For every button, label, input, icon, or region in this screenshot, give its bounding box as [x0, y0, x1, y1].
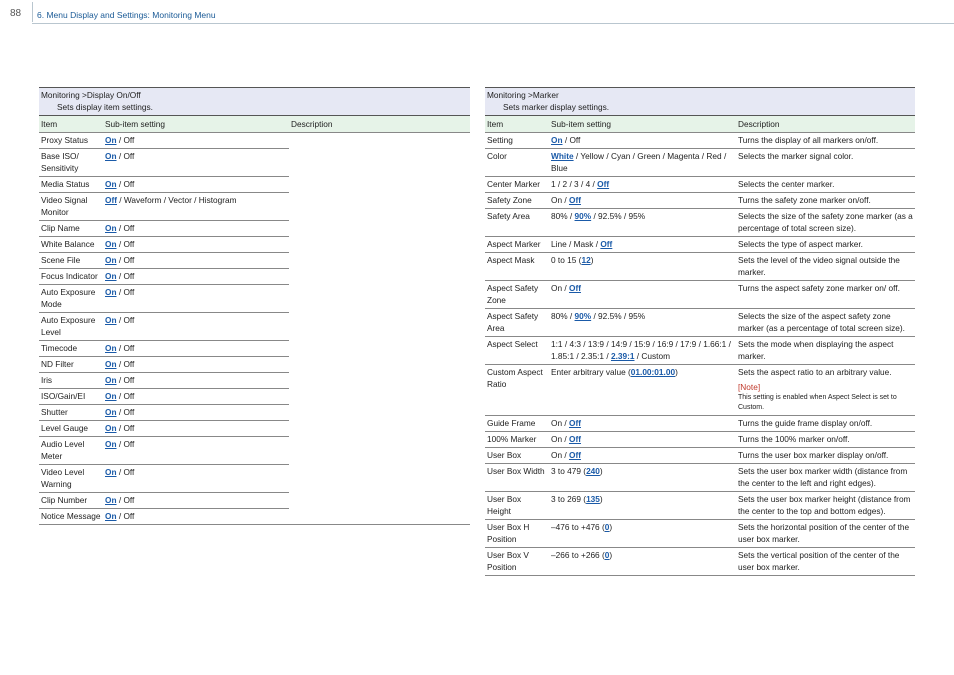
table-row: [39, 285, 470, 313]
sub-item-setting-cell: [549, 464, 736, 492]
default-value: On: [105, 391, 117, 401]
table-row: [485, 193, 915, 209]
item-cell: Aspect Select: [485, 337, 549, 365]
description-cell: [736, 416, 915, 432]
default-value: On: [105, 239, 117, 249]
item-cell: Aspect Safety Zone: [485, 281, 549, 309]
table-row: [485, 432, 915, 448]
column-header-item: Item: [485, 116, 549, 133]
default-value: Off: [105, 195, 117, 205]
description-cell: [289, 357, 470, 373]
setting-suffix: / Off: [116, 511, 135, 521]
sub-item-setting-cell: [103, 357, 289, 373]
default-value: On: [105, 287, 117, 297]
table-row: [485, 365, 915, 416]
description-cell: [736, 365, 915, 416]
item-cell: User Box H Position: [485, 520, 549, 548]
description-text: Turns the display of all markers on/off.: [738, 135, 879, 145]
setting-suffix: / Off: [116, 359, 135, 369]
description-text: Sets the mode when displaying the aspect marker.: [738, 339, 894, 361]
description-text: Sets the level of the video signal outside the marker.: [738, 255, 900, 277]
display-on-off-table: [39, 87, 470, 525]
table-row: [39, 133, 470, 149]
description-text: Selects the marker signal color.: [738, 151, 854, 161]
sub-item-setting-cell: [103, 253, 289, 269]
item-cell: Guide Frame: [485, 416, 549, 432]
description-text: Selects the size of the aspect safety zone marker (as a percentage of total screen size).: [738, 311, 905, 333]
item-cell: Scene File: [39, 253, 103, 269]
sub-item-setting-cell: [103, 285, 289, 313]
default-value: Off: [597, 179, 610, 189]
table-row: [39, 313, 470, 341]
setting-suffix: / Off: [116, 255, 135, 265]
default-value: On: [105, 375, 117, 385]
item-cell: White Balance: [39, 237, 103, 253]
description-text: Turns the user box marker display on/off.: [738, 450, 889, 460]
setting-suffix: / Off: [116, 423, 135, 433]
setting-suffix: ): [609, 522, 613, 532]
item-cell: Color: [485, 149, 549, 177]
table-row: [485, 464, 915, 492]
item-cell: Proxy Status: [39, 133, 103, 149]
sub-item-setting-cell: [549, 432, 736, 448]
default-value: On: [105, 423, 117, 433]
default-value: On: [105, 255, 117, 265]
setting-prefix: 1:1 / 4:3 / 13:9 / 14:9 / 15:9 / 16:9 / 17:9 / 1.66:1 / 1.85:1 / 2.35:1 /: [551, 339, 731, 361]
description-text: Sets the aspect ratio to an arbitrary value.: [738, 367, 892, 377]
column-header-sub-item: Sub-item setting: [103, 116, 289, 133]
item-cell: Aspect Safety Area: [485, 309, 549, 337]
item-cell: Auto Exposure Level: [39, 313, 103, 341]
sub-item-setting-cell: [103, 177, 289, 193]
table-row: [485, 448, 915, 464]
description-cell: [289, 285, 470, 313]
item-cell: Auto Exposure Mode: [39, 285, 103, 313]
item-cell: ISO/Gain/EI: [39, 389, 103, 405]
setting-suffix: / 92.5% / 95%: [591, 211, 646, 221]
item-cell: Notice Message: [39, 509, 103, 525]
table-row: [485, 309, 915, 337]
table-title: Monitoring >Display On/Off: [41, 90, 141, 100]
sub-item-setting-cell: [103, 493, 289, 509]
default-value: On: [105, 439, 117, 449]
setting-suffix: ): [590, 255, 594, 265]
description-cell: [736, 193, 915, 209]
description-cell: [736, 464, 915, 492]
sub-item-setting-cell: [549, 177, 736, 193]
setting-prefix: On /: [551, 418, 569, 428]
description-text: Sets the user box marker width (distance from the center to the left and right edges).: [738, 466, 908, 488]
setting-suffix: ): [599, 466, 603, 476]
table-row: [39, 177, 470, 193]
table-subtitle: Sets display item settings.: [57, 102, 153, 112]
item-cell: User Box Width: [485, 464, 549, 492]
default-value: 0: [604, 522, 610, 532]
sub-item-setting-cell: [103, 421, 289, 437]
default-value: 90%: [574, 311, 592, 321]
sub-item-setting-cell: [103, 373, 289, 389]
setting-prefix: –476 to +476 (: [551, 522, 605, 532]
sub-item-setting-cell: [103, 509, 289, 525]
item-cell: Safety Area: [485, 209, 549, 237]
item-cell: ND Filter: [39, 357, 103, 373]
column-header-sub-item: Sub-item setting: [549, 116, 736, 133]
description-text: Sets the user box marker height (distance from the center to the top and bottom edges).: [738, 494, 911, 516]
table-row: [39, 405, 470, 421]
description-cell: [289, 237, 470, 253]
table-title: Monitoring >Marker: [487, 90, 559, 100]
description-text: Sets the horizontal position of the center of the user box marker.: [738, 522, 910, 544]
setting-suffix: / Off: [116, 239, 135, 249]
item-cell: Level Gauge: [39, 421, 103, 437]
table-title-bar: [485, 88, 915, 116]
table-row: [39, 389, 470, 405]
column-header-item: Item: [39, 116, 103, 133]
description-text: Turns the 100% marker on/off.: [738, 434, 850, 444]
item-cell: Aspect Mask: [485, 253, 549, 281]
default-value: White: [551, 151, 574, 161]
table-row: [39, 341, 470, 357]
description-cell: [736, 337, 915, 365]
description-cell: [736, 281, 915, 309]
item-cell: Focus Indicator: [39, 269, 103, 285]
description-text: Turns the aspect safety zone marker on/ off.: [738, 283, 900, 293]
description-text: Turns the safety zone marker on/off.: [738, 195, 871, 205]
setting-prefix: 1 / 2 / 3 / 4 /: [551, 179, 598, 189]
sub-item-setting-cell: [549, 520, 736, 548]
setting-prefix: 3 to 269 (: [551, 494, 587, 504]
setting-prefix: Enter arbitrary value (: [551, 367, 631, 377]
default-value: Off: [600, 239, 613, 249]
sub-item-setting-cell: [549, 281, 736, 309]
default-value: On: [105, 407, 117, 417]
item-cell: Base ISO/ Sensitivity: [39, 149, 103, 177]
default-value: On: [105, 467, 117, 477]
description-cell: [289, 465, 470, 493]
sub-item-setting-cell: [103, 465, 289, 493]
setting-suffix: ): [599, 494, 603, 504]
description-cell: [289, 421, 470, 437]
default-value: On: [105, 223, 117, 233]
item-cell: Video Signal Monitor: [39, 193, 103, 221]
setting-prefix: 80% /: [551, 311, 575, 321]
table-row: [485, 177, 915, 193]
sub-item-setting-cell: [103, 193, 289, 221]
setting-suffix: ): [675, 367, 678, 377]
table-row: [485, 492, 915, 520]
default-value: On: [105, 359, 117, 369]
note-text: This setting is enabled when Aspect Select is set to Custom.: [738, 394, 897, 411]
default-value: 90%: [574, 211, 592, 221]
sub-item-setting-cell: [549, 448, 736, 464]
item-cell: Audio Level Meter: [39, 437, 103, 465]
default-value: On: [105, 271, 117, 281]
description-text: Selects the center marker.: [738, 179, 835, 189]
setting-prefix: 80% /: [551, 211, 575, 221]
sub-item-setting-cell: [549, 548, 736, 576]
description-cell: [736, 309, 915, 337]
description-cell: [289, 253, 470, 269]
description-cell: [736, 149, 915, 177]
description-cell: [736, 209, 915, 237]
description-cell: [289, 221, 470, 237]
setting-prefix: Line / Mask /: [551, 239, 601, 249]
table-row: [485, 520, 915, 548]
marker-table: [485, 87, 915, 576]
table-row: [39, 437, 470, 465]
sub-item-setting-cell: [549, 209, 736, 237]
description-text: Selects the size of the safety zone marker (as a percentage of total screen size).: [738, 211, 913, 233]
column-header-description: Description: [289, 116, 470, 133]
sub-item-setting-cell: [549, 253, 736, 281]
item-cell: Aspect Marker: [485, 237, 549, 253]
sub-item-setting-cell: [549, 416, 736, 432]
column-header-description: Description: [736, 116, 915, 133]
description-cell: [289, 389, 470, 405]
default-value: Off: [568, 283, 581, 293]
sub-item-setting-cell: [103, 237, 289, 253]
table-row: [39, 465, 470, 493]
setting-suffix: / Off: [116, 151, 135, 161]
sub-item-setting-cell: [549, 309, 736, 337]
setting-prefix: On /: [551, 450, 569, 460]
item-cell: Custom Aspect Ratio: [485, 365, 549, 416]
default-value: Off: [568, 450, 581, 460]
item-cell: User Box: [485, 448, 549, 464]
setting-prefix: On /: [551, 434, 569, 444]
setting-prefix: On /: [551, 195, 569, 205]
table-row: [39, 221, 470, 237]
note-label: [Note]: [738, 382, 761, 392]
table-row: [485, 133, 915, 149]
setting-suffix: / Off: [116, 495, 135, 505]
setting-suffix: / Custom: [634, 351, 671, 361]
default-value: On: [105, 151, 117, 161]
table-row: [485, 337, 915, 365]
description-text: Turns the guide frame display on/off.: [738, 418, 873, 428]
table-row: [485, 149, 915, 177]
table-row: [39, 493, 470, 509]
item-cell: Safety Zone: [485, 193, 549, 209]
description-cell: [736, 548, 915, 576]
item-cell: 100% Marker: [485, 432, 549, 448]
item-cell: Media Status: [39, 177, 103, 193]
description-cell: [289, 177, 470, 193]
item-cell: Video Level Warning: [39, 465, 103, 493]
setting-suffix: / Off: [116, 407, 135, 417]
setting-prefix: 0 to 15 (: [551, 255, 582, 265]
sub-item-setting-cell: [103, 269, 289, 285]
description-cell: [736, 253, 915, 281]
sub-item-setting-cell: [103, 405, 289, 421]
sub-item-setting-cell: [549, 133, 736, 149]
description-cell: [289, 405, 470, 421]
sub-item-setting-cell: [103, 341, 289, 357]
item-cell: Clip Name: [39, 221, 103, 237]
table-row: [485, 281, 915, 309]
default-value: On: [105, 343, 117, 353]
setting-suffix: / Off: [116, 343, 135, 353]
default-value: Off: [568, 434, 581, 444]
sub-item-setting-cell: [103, 133, 289, 149]
description-cell: [736, 520, 915, 548]
default-value: On: [105, 315, 117, 325]
header-divider: [32, 2, 33, 22]
item-cell: Setting: [485, 133, 549, 149]
default-value: On: [105, 135, 117, 145]
table-row: [39, 421, 470, 437]
setting-suffix: / Off: [116, 223, 135, 233]
description-cell: [289, 341, 470, 357]
setting-suffix: / Waveform / Vector / Histogram: [116, 195, 237, 205]
table-row: [39, 357, 470, 373]
description-cell: [289, 193, 470, 221]
table-subtitle: Sets marker display settings.: [503, 102, 610, 112]
item-cell: User Box Height: [485, 492, 549, 520]
setting-prefix: –266 to +266 (: [551, 550, 605, 560]
setting-suffix: / Yellow / Cyan / Green / Magenta / Red / Blue: [551, 151, 727, 173]
description-cell: [736, 432, 915, 448]
table-row: [485, 416, 915, 432]
sub-item-setting-cell: [103, 389, 289, 405]
item-cell: Iris: [39, 373, 103, 389]
sub-item-setting-cell: [549, 149, 736, 177]
item-cell: Timecode: [39, 341, 103, 357]
default-value: 0: [604, 550, 610, 560]
description-cell: [289, 509, 470, 525]
table-row: [485, 209, 915, 237]
default-value: Off: [568, 418, 581, 428]
table-row: [39, 237, 470, 253]
table-row: [39, 193, 470, 221]
setting-suffix: / 92.5% / 95%: [591, 311, 646, 321]
default-value: 2.39:1: [610, 351, 635, 361]
setting-suffix: / Off: [116, 439, 135, 449]
setting-suffix: / Off: [562, 135, 581, 145]
description-text: Selects the type of aspect marker.: [738, 239, 863, 249]
description-cell: [289, 493, 470, 509]
description-text: Sets the vertical position of the center of the user box marker.: [738, 550, 900, 572]
description-cell: [736, 133, 915, 149]
sub-item-setting-cell: [549, 337, 736, 365]
default-value: On: [551, 135, 563, 145]
setting-suffix: / Off: [116, 287, 135, 297]
setting-suffix: ): [609, 550, 613, 560]
setting-suffix: / Off: [116, 391, 135, 401]
description-cell: [289, 149, 470, 177]
table-row: [39, 149, 470, 177]
setting-suffix: / Off: [116, 315, 135, 325]
sub-item-setting-cell: [549, 365, 736, 416]
description-cell: [736, 177, 915, 193]
default-value: 01.00:01.00: [630, 367, 676, 377]
description-cell: [289, 313, 470, 341]
sub-item-setting-cell: [549, 237, 736, 253]
default-value: 12: [581, 255, 591, 265]
setting-prefix: On /: [551, 283, 569, 293]
sub-item-setting-cell: [103, 313, 289, 341]
default-value: On: [105, 511, 117, 521]
default-value: 135: [586, 494, 600, 504]
item-cell: User Box V Position: [485, 548, 549, 576]
sub-item-setting-cell: [103, 437, 289, 465]
description-cell: [289, 373, 470, 389]
description-cell: [736, 492, 915, 520]
sub-item-setting-cell: [549, 492, 736, 520]
default-value: On: [105, 495, 117, 505]
table-row: [485, 237, 915, 253]
default-value: Off: [568, 195, 581, 205]
table-row: [39, 253, 470, 269]
setting-suffix: / Off: [116, 467, 135, 477]
sub-item-setting-cell: [549, 193, 736, 209]
page-number: 88: [10, 8, 22, 19]
description-cell: [289, 437, 470, 465]
chapter-title: 6. Menu Display and Settings: Monitoring Menu: [37, 10, 216, 20]
item-cell: Center Marker: [485, 177, 549, 193]
item-cell: Clip Number: [39, 493, 103, 509]
table-title-bar: [39, 88, 470, 116]
table-row: [485, 253, 915, 281]
table-row: [485, 548, 915, 576]
table-row: [39, 269, 470, 285]
description-cell: [736, 448, 915, 464]
default-value: On: [105, 179, 117, 189]
item-cell: Shutter: [39, 405, 103, 421]
setting-suffix: / Off: [116, 179, 135, 189]
default-value: 240: [586, 466, 600, 476]
setting-suffix: / Off: [116, 271, 135, 281]
table-row: [39, 373, 470, 389]
description-cell: [289, 269, 470, 285]
setting-suffix: / Off: [116, 135, 135, 145]
setting-prefix: 3 to 479 (: [551, 466, 587, 476]
table-row: [39, 509, 470, 525]
setting-suffix: / Off: [116, 375, 135, 385]
description-cell: [289, 133, 470, 149]
sub-item-setting-cell: [103, 221, 289, 237]
sub-item-setting-cell: [103, 149, 289, 177]
description-cell: [736, 237, 915, 253]
header-rule: [32, 23, 954, 24]
